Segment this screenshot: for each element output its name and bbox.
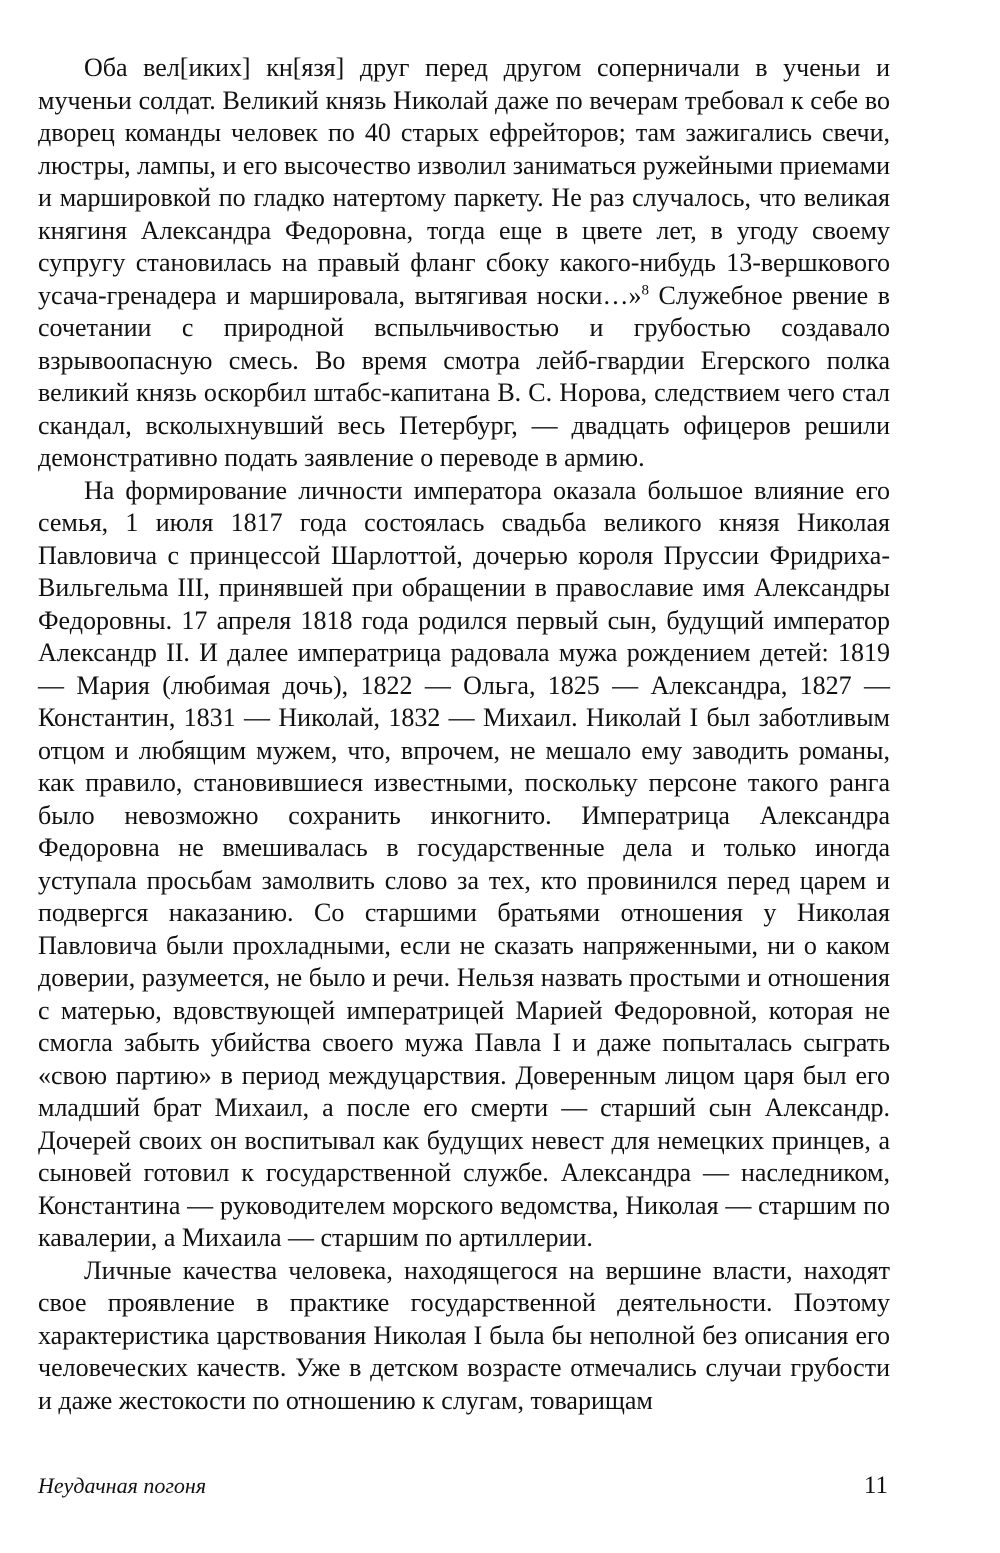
paragraph-3: Личные качества человека, находящегося на вершине власти, находят свое проявление в практике государственной деятельности. Поэтому характеристика царствования Николая I была бы неполной без описания его человеческих качеств. Уже в детском возрасте отмечались случаи грубости и даже жестокости по отношению к слугам, товарищам xyxy=(38,1255,890,1415)
footnote-marker: 8 xyxy=(641,281,649,298)
paragraph-1 xyxy=(38,52,890,475)
paragraph-1-text-before-note: Оба вел[иких] кн[язя] друг перед другом соперничали в ученьи и мученьи солдат. Великий князь Николай даже по вечерам требовал к себе во дворец команды человек по 40 старых ефрейторов; там зажигались свечи, люстры, лампы, и его высочество изволил заниматься ружейными приемами и маршировкой по гладко натертому паркету. Не раз случалось, что великая княгиня Александра Федоровна, тогда еще в цвете лет, в угоду своему супругу становилась на правый фланг сбоку какого-нибудь 13-вершкового усача-гренадера и маршировала, вытягивая носки…» xyxy=(38,53,890,310)
running-title: Неудачная погоня xyxy=(38,1473,207,1498)
page-number: 11 xyxy=(863,1472,888,1499)
book-page xyxy=(38,52,890,1482)
page-footer xyxy=(38,1472,890,1506)
paragraph-1-text-after-note: Служебное рвение в сочетании с природной вспыльчивостью и грубостью создавало взрывоопасную смесь. Во время смотра лейб-гвардии Егерского полка великий князь оскорбил штабс-капитана В. С. Норова, следствием чего стал скандал, всколыхнувший весь Петербург, — двадцать офицеров решили демонстративно подать заявление о переводе в армию. xyxy=(38,280,890,472)
paragraph-2: На формирование личности императора оказала большое влияние его семья, 1 июля 1817 года состоялась свадьба великого князя Николая Павловича с принцессой Шарлоттой, дочерью короля Пруссии Фридриха-Вильгельма III, принявшей при обращении в православие имя Александры Федоровны. 17 апреля 1818 года родился первый сын, будущий император Александр II. И далее императрица радовала мужа рождением детей: 1819 — Мария (любимая дочь), 1822 — Ольга, 1825 — Александра, 1827 — Константин, 1831 — Николай, 1832 — Михаил. Николай I был заботливым отцом и любящим мужем, что, впрочем, не мешало ему заводить романы, как правило, становившиеся известными, поскольку персоне такого ранга было невозможно сохранить инкогнито. Императрица Александра Федоровна не вмешивалась в государственные дела и только иногда уступала просьбам замолвить слово за тех, кто провинился перед царем и подвергся наказанию. Со старшими братьями отношения у Николая Павловича были прохладными, если не сказать напряженными, ни о каком доверии, разумеется, не было и речи. Нельзя назвать простыми и отношения с матерью, вдовствующей императрицей Марией Федоровной, которая не смогла забыть убийства своего мужа Павла I и даже попыталась сыграть «свою партию» в период междуцарствия. Доверенным лицом царя был его младший брат Михаил, а после его смерти — старший сын Александр. Дочерей своих он воспитывал как будущих невест для немецких принцев, а сыновей готовил к государственной службе. Александра — наследником, Константина — руководителем морского ведомства, Николая — старшим по кавалерии, а Михаила — старшим по артиллерии. xyxy=(38,475,890,1252)
